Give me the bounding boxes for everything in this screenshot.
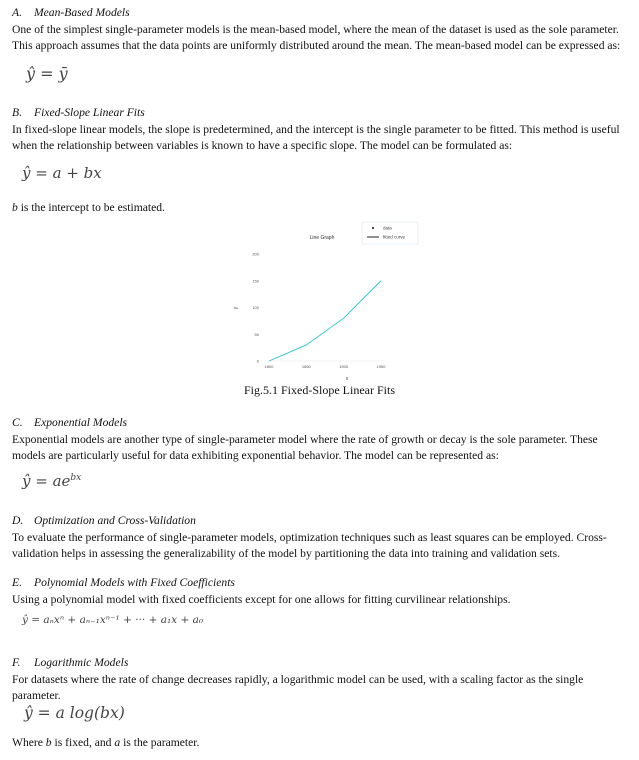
section-f: [12, 656, 632, 703]
section-body: To evaluate the performance of single-parameter models, optimization techniques such as least squares can be employed. Cross-validation helps in assessing the generalizability of the model by partitioning the data into training and validation sets.: [12, 531, 607, 560]
section-c: [12, 416, 632, 463]
x-tick-label: 1900: [339, 364, 349, 369]
section-b: [12, 106, 632, 153]
intercept-note: b is the intercept to be estimated.: [12, 201, 165, 214]
legend-entry-data: data: [383, 225, 392, 231]
y-axis-label: y: [233, 306, 239, 310]
parameter-note: Where b is fixed, and a is the parameter.: [12, 736, 200, 749]
equation-exponential: ŷ = $ae^{bx}$: [22, 472, 82, 490]
section-body: In fixed-slope linear models, the slope is predetermined, and the intercept is the single parameter to be fitted. This method is useful when the relationship between variables is known to have a specific slope. The model can be formulated as:: [12, 123, 620, 152]
legend-data-marker: [372, 227, 374, 229]
chart-title: Line Graph: [309, 235, 335, 241]
section-heading: B. Fixed-Slope Linear Fits: [12, 106, 145, 119]
section-heading: D. Optimization and Cross-Validation: [12, 514, 196, 527]
section-heading: A. Mean-Based Models: [12, 6, 130, 19]
section-heading: C. Exponential Models: [12, 416, 128, 429]
section-heading: E. Polynomial Models with Fixed Coefficients: [12, 576, 235, 589]
line-chart: [224, 216, 424, 382]
section-d: [12, 514, 632, 561]
section-e: [12, 576, 632, 608]
equation-logarithmic: ŷ = a log(bx): [24, 704, 125, 722]
section-body: One of the simplest single-parameter models is the mean-based model, where the mean of the dataset is used as the sole parameter. This approach assumes that the data points are uniformly distributed around the mean. The mean-based model can be expressed as:: [12, 23, 621, 52]
x-tick-label: 1850: [301, 364, 311, 369]
x-tick-label: 1950: [376, 364, 386, 369]
y-tick-label: 50: [254, 331, 259, 337]
section-body: Exponential models are another type of single-parameter model where the rate of growth or decay is the sole parameter. These models are particularly useful for data exhibiting exponential behavior. The model can be represented as:: [12, 433, 598, 462]
section-heading: F. Logarithmic Models: [12, 656, 129, 669]
y-tick-label: 0: [256, 358, 259, 364]
y-tick-label: 100: [252, 305, 259, 310]
figure-caption: Fig.5.1 Fixed-Slope Linear Fits: [244, 383, 395, 397]
y-tick-label: 150: [252, 278, 259, 284]
x-tick-label: 1800: [264, 364, 274, 369]
y-tick-label: 200: [252, 251, 259, 257]
section-body: For datasets where the rate of change decreases rapidly, a logarithmic model can be used, with a scaling factor as the single parameter.: [12, 673, 584, 702]
series-line-fitted-curve: [269, 281, 381, 361]
x-axis-label: x: [345, 376, 349, 382]
equation-mean: ŷ = ȳ: [26, 64, 68, 83]
legend-entry-fitted-curve: fitted curve: [383, 234, 406, 240]
equation-polynomial: ŷ = aₙxⁿ + aₙ₋₁xⁿ⁻¹ + ··· + a₁x + a₀: [22, 614, 204, 626]
section-body: Using a polynomial model with fixed coefficients except for one allows for fitting curvilinear relationships.: [12, 593, 511, 606]
plot-area: [252, 252, 386, 370]
equation-linear: ŷ = a + bx: [22, 164, 102, 182]
section-a: [12, 6, 632, 53]
